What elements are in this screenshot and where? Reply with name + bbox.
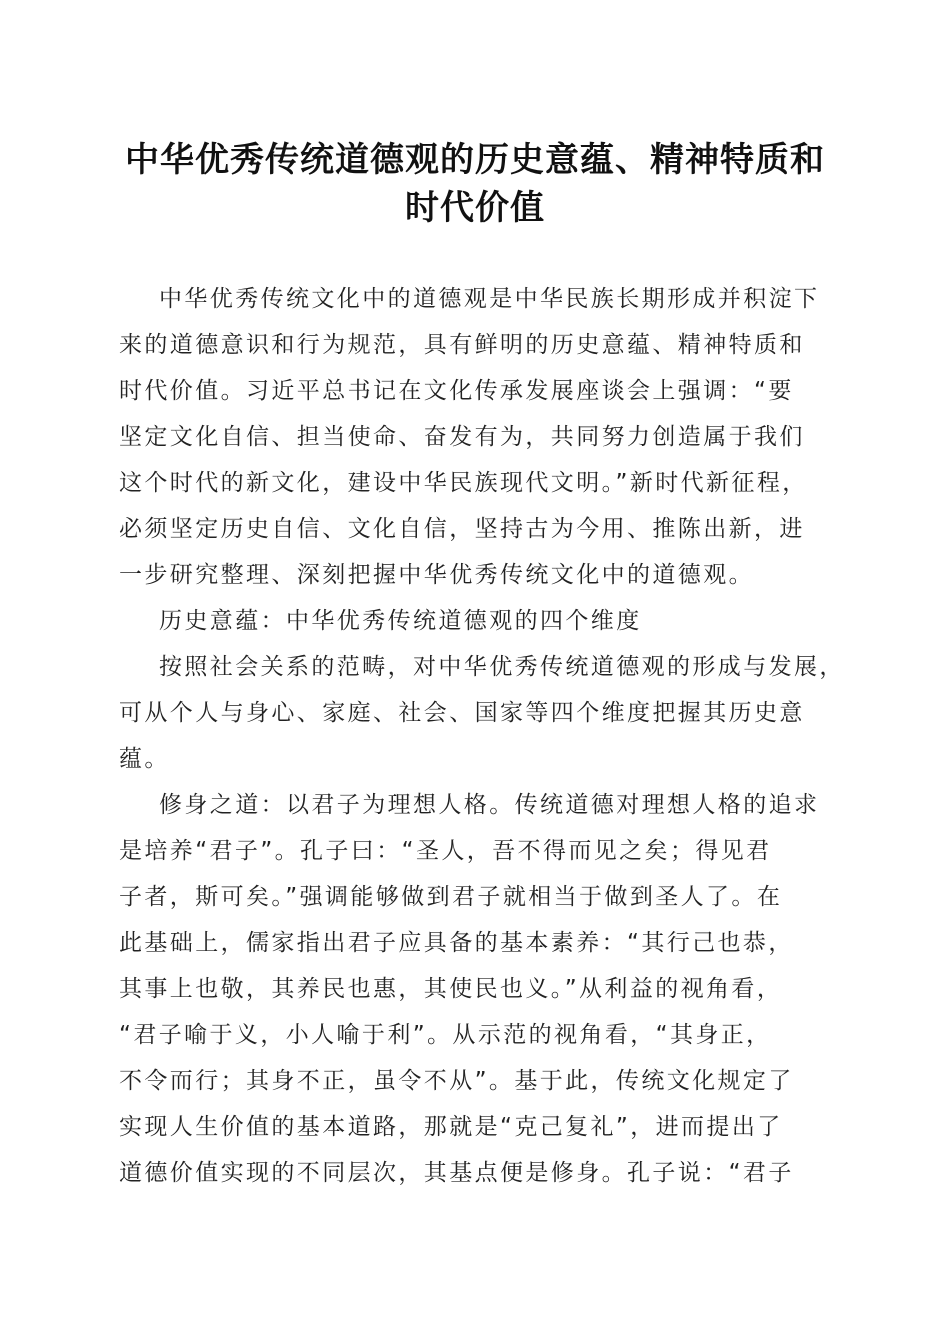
paragraph-2-line: 按照社会关系的范畴，对中华优秀传统道德观的形成与发展， [159, 654, 845, 680]
document-body [119, 276, 845, 1196]
paragraph-3-line: 其事上也敬，其养民也惠，其使民也义。”从利益的视角看， [119, 976, 783, 1002]
document-title [110, 136, 840, 232]
paragraph-3-line: “君子喻于义，小人喻于利”。从示范的视角看，“其身正， [119, 1022, 772, 1048]
paragraph-1-line: 这个时代的新文化，建设中华民族现代文明。”新时代新征程， [119, 470, 808, 496]
paragraph-1-line: 坚定文化自信、担当使命、奋发有为，共同努力创造属于我们 [119, 424, 805, 450]
paragraph-3-line: 是培养“君子”。孔子曰：“圣人，吾不得而见之矣；得见君 [119, 838, 772, 864]
paragraph-1-line: 必须坚定历史自信、文化自信，坚持古为今用、推陈出新，进 [119, 516, 805, 542]
paragraph-2-line: 可从个人与身心、家庭、社会、国家等四个维度把握其历史意 [119, 700, 805, 726]
paragraph-3-line: 实现人生价值的基本道路，那就是“克己复礼”，进而提出了 [119, 1114, 783, 1140]
paragraph-1-line: 一步研究整理、深刻把握中华优秀传统文化中的道德观。 [119, 562, 754, 588]
paragraph-3-line: 子者，斯可矣。”强调能够做到君子就相当于做到圣人了。在 [119, 884, 783, 910]
paragraph-3-line: 不令而行；其身不正，虽令不从”。基于此，传统文化规定了 [119, 1068, 794, 1094]
section-heading: 历史意蕴：中华优秀传统道德观的四个维度 [159, 608, 642, 634]
paragraph-3-line: 修身之道：以君子为理想人格。传统道德对理想人格的追求 [159, 792, 820, 818]
paragraph-1-line: 来的道德意识和行为规范，具有鲜明的历史意蕴、精神特质和 [119, 332, 805, 358]
paragraph-1-line: 中华优秀传统文化中的道德观是中华民族长期形成并积淀下 [159, 286, 820, 312]
title-line: 中华优秀传统道德观的历史意蕴、精神特质和 [125, 140, 825, 180]
title-line: 时代价值 [405, 188, 545, 228]
paragraph-3-line: 道德价值实现的不同层次，其基点便是修身。孔子说：“君子 [119, 1160, 794, 1186]
paragraph-2-line: 蕴。 [119, 746, 170, 772]
paragraph-1-line: 时代价值。习近平总书记在文化传承发展座谈会上强调：“要 [119, 378, 794, 404]
paragraph-3-line: 此基础上，儒家指出君子应具备的基本素养：“其行己也恭， [119, 930, 794, 956]
